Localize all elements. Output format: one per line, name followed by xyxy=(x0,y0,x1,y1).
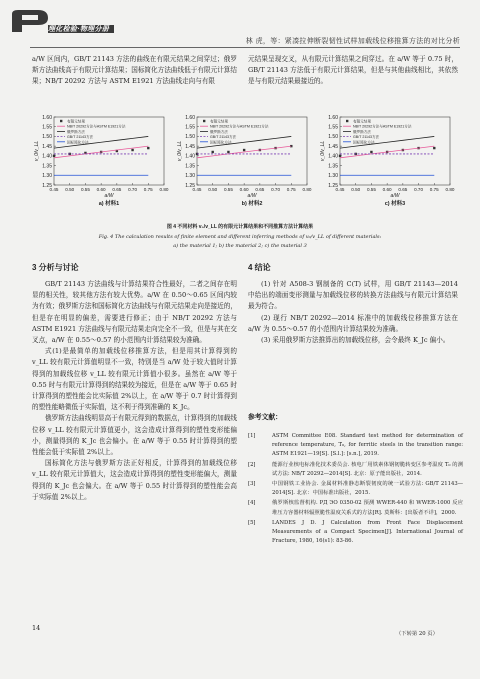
running-head: 林 虎，等：紧凑拉伸断裂韧性试样加载线位移推算方法的对比分析 xyxy=(245,37,460,45)
x-tick-label: 0.50 xyxy=(351,187,361,192)
top-left-text-block xyxy=(32,54,237,88)
y-tick-label: 1.40 xyxy=(185,153,195,160)
x-tick-label: 0.70 xyxy=(128,187,138,192)
x-axis-label: a/W xyxy=(247,193,257,199)
x-tick-label: 0.75 xyxy=(286,187,296,192)
page-header xyxy=(0,0,480,45)
x-tick-label: 0.70 xyxy=(271,187,281,192)
y-tick-label: 1.40 xyxy=(328,153,338,160)
x-tick-label: 0.45 xyxy=(192,187,202,192)
legend-label: 国标简化方法 xyxy=(67,140,89,145)
y-tick-label: 1.60 xyxy=(42,114,52,121)
page-number: 14 xyxy=(32,624,41,632)
reference-text: LANDES J D. J Calculation from Front Face Displacement Measurements of a Compact Specimen[J]. International Journal of Fracture, 1980, 16(s1): 83-86. xyxy=(272,519,463,545)
legend-label: 俄罗斯方法 xyxy=(67,129,85,134)
reference-number: [5] xyxy=(248,519,256,526)
references-heading: 参考文献： xyxy=(248,414,282,421)
legend-label: 有限元结果 xyxy=(210,119,228,124)
data-point xyxy=(433,147,435,149)
legend-swatch xyxy=(346,120,348,122)
x-tick-label: 0.60 xyxy=(382,187,392,192)
x-tick-label: 0.75 xyxy=(429,187,439,192)
reference-number: [1] xyxy=(248,433,256,439)
legend-swatch xyxy=(203,120,205,122)
x-tick-label: 0.65 xyxy=(255,187,265,192)
y-tick-label: 1.30 xyxy=(328,173,338,180)
y-tick-label: 1.25 xyxy=(185,182,195,189)
y-tick-label: 1.60 xyxy=(328,114,338,121)
y-tick-label: 1.25 xyxy=(328,182,338,189)
data-point xyxy=(339,155,341,157)
section-3-heading: 3 分析与讨论 xyxy=(32,263,79,272)
y-tick-label: 1.45 xyxy=(328,143,338,150)
chart-title: c) 材料3 xyxy=(384,201,406,207)
right-column xyxy=(248,279,458,346)
chart-title: b) 材料2 xyxy=(241,201,263,207)
reference-item xyxy=(248,480,463,498)
legend-label: 国标简化方法 xyxy=(210,140,232,145)
y-tick-label: 1.45 xyxy=(185,143,195,150)
y-axis-label: v_0/v_LL xyxy=(320,140,326,162)
paragraph: (2) 现行 NB/T 20292—2014 标准中的加载线位移推算方法在 a/W 为 0.55～0.57 的小范围内计算结果较为准确。 xyxy=(248,313,458,333)
legend-label: NB/T 20292方法与ASTM E1921方法 xyxy=(353,124,412,129)
journal-name: 理化检验·物理分册 xyxy=(48,26,110,33)
reference-number: [2] xyxy=(248,461,256,468)
chart-panel-2 xyxy=(177,115,312,207)
legend-label: 有限元结果 xyxy=(67,119,85,124)
x-tick-label: 0.45 xyxy=(49,187,59,192)
y-tick-label: 1.35 xyxy=(328,163,338,170)
paragraph: (1) 针对 A508-3 钢制备的 C(T) 试样，用 GB/T 21143—2014 中给出的端面变形测量与加载线位移的转换方法曲线与有限元计算结果最为符合。 xyxy=(248,280,458,311)
continued-note: （下转第 20 页） xyxy=(396,631,438,637)
paragraph: 式(1)是最简单的加载线位移推算方法，但是用其计算得到的 v_LL 较有限元计算值明显不一致，特别是当 a/W 处于较大值时计算得到的加载线位移 v_LL 较有限元计算值小很多。虽然在 a/W 等于 0.55 时与有限元计算得到的结果较为接近，但是在 a/W 等于 0.65 时计算得到的塑性能会比实际值 2%以上，在 a/W 等于 0.7 时计算得到的塑性能略微低于实际值，这不利于得到准确的 K_Jc。 xyxy=(32,347,237,412)
y-tick-label: 1.45 xyxy=(42,143,52,150)
x-tick-label: 0.80 xyxy=(445,187,455,192)
data-point xyxy=(53,155,55,157)
x-tick-label: 0.80 xyxy=(159,187,169,192)
chart-title: a) 材料1 xyxy=(98,201,120,207)
y-tick-label: 1.30 xyxy=(42,173,52,180)
reference-item xyxy=(248,499,463,517)
paragraph: 俄罗斯方法曲线明显高于有限元得到的数据点，计算得到的加载线位移 v_LL 较有限元计算值更小，这会造成计算得到的塑性变形能偏小，测量得到的 K_Jc 也会偏小。在 a/W 等于 0.55 时计算得到的塑性能会低于实际值 2%以上。 xyxy=(32,414,237,457)
reference-item xyxy=(248,432,463,460)
figure-caption-en-2: a) the material 1; b) the material 2; c) the material 3 xyxy=(173,243,307,249)
y-tick-label: 1.35 xyxy=(185,163,195,170)
y-tick-label: 1.40 xyxy=(42,153,52,160)
reference-number: [3] xyxy=(248,481,256,488)
data-point xyxy=(147,147,149,149)
legend-label: GB/T 21143方法 xyxy=(353,135,380,140)
series-line xyxy=(197,146,291,158)
y-tick-label: 1.55 xyxy=(185,124,195,131)
legend-label: 俄罗斯方法 xyxy=(210,129,228,134)
figure-caption-en: Fig. 4 The calculation results of finite element and different inferring methods of v₀/v_LL of different materials: xyxy=(98,234,382,240)
x-tick-label: 0.50 xyxy=(65,187,75,192)
x-tick-label: 0.55 xyxy=(366,187,376,192)
data-point xyxy=(212,151,214,153)
y-tick-label: 1.55 xyxy=(42,124,52,131)
y-tick-label: 1.50 xyxy=(328,134,338,141)
data-point xyxy=(243,149,245,151)
top-right-text-block xyxy=(248,54,458,88)
legend-label: 有限元结果 xyxy=(353,119,371,124)
chart-panel-3 xyxy=(320,115,455,207)
section-4-heading: 4 结论 xyxy=(248,263,271,272)
reference-text: 俄罗斯核监督机构. РД ЭО 0350-02 预测 WWER-440 和 WWER-1000 反应堆压力容器材料辐照脆性温度关系式的方法[R]. 莫斯科：[出版者不详]，2000. xyxy=(272,500,463,516)
data-point xyxy=(227,151,229,153)
y-tick-label: 1.60 xyxy=(185,114,195,121)
y-axis-label: v_0/v_LL xyxy=(177,140,183,162)
x-tick-label: 0.45 xyxy=(335,187,345,192)
y-axis-label: v_0/v_LL xyxy=(34,140,40,162)
series-line xyxy=(340,146,434,158)
series-line xyxy=(54,146,148,158)
left-column xyxy=(32,279,237,503)
x-tick-label: 0.60 xyxy=(96,187,106,192)
y-tick-label: 1.30 xyxy=(185,173,195,180)
y-tick-label: 1.50 xyxy=(185,134,195,141)
x-tick-label: 0.65 xyxy=(398,187,408,192)
paragraph: 元结果呈现交叉，从有限元计算结果之间穿过。在 a/W 等于 0.75 时，GB/T 21143 方法低于有限元计算结果，但是与其他曲线相比，其依然是与有限元结果最接近的。 xyxy=(248,55,458,86)
x-tick-label: 0.60 xyxy=(239,187,249,192)
x-axis-label: a/W xyxy=(104,193,114,199)
x-tick-label: 0.70 xyxy=(414,187,424,192)
x-tick-label: 0.55 xyxy=(223,187,233,192)
reference-number: [4] xyxy=(248,500,256,507)
legend-label: NB/T 20292方法与ASTM E1921方法 xyxy=(210,124,269,129)
figure-4-charts xyxy=(32,113,462,221)
legend-label: 国标简化方法 xyxy=(353,140,375,145)
reference-item xyxy=(248,519,463,547)
reference-text: 中国钢铁工业协会. 金属材料准静态断裂韧度的统一试验方法: GB/T 21143—2014[S]. 北京：中国标准出版社，2015. xyxy=(272,481,463,497)
legend-label: 俄罗斯方法 xyxy=(353,129,371,134)
data-point xyxy=(370,151,372,153)
legend-label: GB/T 21143方法 xyxy=(67,135,94,140)
reference-item xyxy=(248,461,463,479)
y-tick-label: 1.35 xyxy=(42,163,52,170)
chart-panel-1 xyxy=(34,115,169,207)
y-tick-label: 1.55 xyxy=(328,124,338,131)
paragraph: a/W 区间内，GB/T 21143 方法的曲线在有限元结果之间穿过；俄罗斯方法曲线高于有限元计算结果；国标简化方法曲线低于有限元计算结果；NB/T 20292 方法与 ASTM E1921 方法曲线走向与有限 xyxy=(32,55,237,86)
figure-caption-zh: 图 4 不同材料 v₀/v_LL 的有限元计算结果和不同推算方法计算结果 xyxy=(166,224,314,230)
x-tick-label: 0.50 xyxy=(208,187,218,192)
paragraph: (3) 采用俄罗斯方法推算出的加载线位移，会令最终 K_Jc 偏小。 xyxy=(261,336,450,345)
x-tick-label: 0.55 xyxy=(80,187,90,192)
legend-swatch xyxy=(60,120,62,122)
legend-label: NB/T 20292方法与ASTM E1921方法 xyxy=(67,124,126,129)
paragraph: GB/T 21143 方法曲线与计算结果符合性最好，二者之间存在明显的相关性，较其他方法有较大优势。a/W 在 0.50～0.65 区间内较为有效；俄罗斯方法和国标简化方法曲线与有限元结果走向是接近的，但是存在明显的偏差，需要进行修正；由于 NB/T 20292 方法与 ASTM E1921 方法曲线与有限元结果走向完全不一致，但是与其在交叉点，a/W 在 0.55～0.57 的小范围内计算结果较为准确。 xyxy=(32,280,237,345)
reference-text: ASTM Committee E08. Standard test method for determination of reference temperature, T₀, for ferritic steels in the transition range: ASTM E1921—19[S]. [S.l.]: [s.n.], 2019. xyxy=(272,433,463,458)
paragraph: 国标简化方法与俄罗斯方法正好相反，计算得到的加载线位移 v_LL 较有限元计算值大，这会造成计算得到的塑性变形能偏大，测量得到的 K_Jc 也会偏大。在 a/W 等于 0.55 时计算得到的塑性能会高于实际值 2%以上。 xyxy=(32,459,237,501)
x-axis-label: a/W xyxy=(390,193,400,199)
header-rule xyxy=(30,47,460,48)
x-tick-label: 0.65 xyxy=(112,187,122,192)
reference-text: 能源行业核电标准化技术委员会. 核电厂用铁素体钢韧脆转变区参考温度 T₀ 的测试方法: NB/T 20292—2014[S]. 北京：原子能出版社，2014. xyxy=(272,461,463,477)
legend-label: GB/T 21143方法 xyxy=(210,135,237,140)
data-point xyxy=(131,149,133,151)
y-tick-label: 1.50 xyxy=(42,134,52,141)
y-tick-label: 1.25 xyxy=(42,182,52,189)
references-list xyxy=(248,432,463,547)
x-tick-label: 0.75 xyxy=(143,187,153,192)
x-tick-label: 0.80 xyxy=(302,187,312,192)
